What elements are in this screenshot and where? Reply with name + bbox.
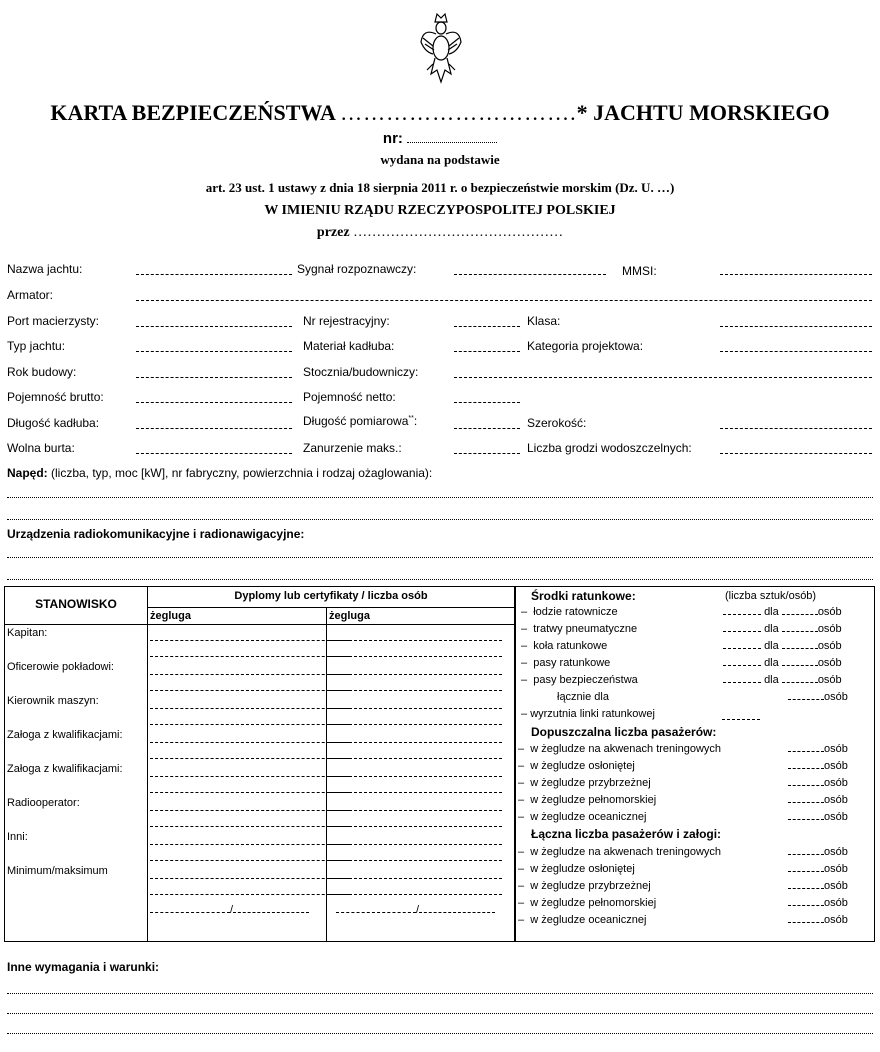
- row-chief-engineer: Kierownik maszyn:: [7, 695, 99, 707]
- class-field[interactable]: [720, 326, 872, 327]
- document-title: KARTA BEZPIECZEŃSTWA ………………………….* JACHTU MORSKIEGO: [50, 100, 830, 125]
- diplomas-header: Dyplomy lub certyfikaty / liczba osób: [234, 590, 428, 602]
- crew-fill-line[interactable]: [150, 894, 350, 895]
- passengers-zone-qty[interactable]: osób: [788, 760, 848, 772]
- design-category-label: Kategoria projektowa:: [527, 339, 644, 353]
- lifesaving-item: – koła ratunkowe: [521, 640, 608, 652]
- crew-fill-line[interactable]: [150, 742, 350, 743]
- crew-fill-line[interactable]: [150, 792, 350, 793]
- hull-length-label: Długość kadłuba:: [7, 416, 100, 430]
- crew-fill-line[interactable]: [329, 878, 502, 879]
- net-tonnage-label: Pojemność netto:: [303, 390, 396, 404]
- crew-fill-line[interactable]: [150, 640, 350, 641]
- build-year-label: Rok budowy:: [7, 365, 77, 379]
- max-draft-label: Zanurzenie maks.:: [303, 441, 402, 455]
- crew-fill-line[interactable]: [150, 656, 350, 657]
- lifesaving-item: – pasy ratunkowe: [521, 657, 611, 669]
- home-port-field[interactable]: [136, 326, 292, 327]
- row-qualified-crew: Załoga z kwalifikacjami:: [7, 729, 123, 741]
- crew-fill-line[interactable]: [150, 878, 350, 879]
- crew-fill-line[interactable]: [329, 844, 502, 845]
- crew-fill-line[interactable]: [150, 826, 350, 827]
- other-line-2[interactable]: [7, 1013, 873, 1014]
- home-port-label: Port macierzysty:: [7, 314, 100, 328]
- total-for-label: łącznie dla: [557, 691, 609, 703]
- build-year-field[interactable]: [136, 377, 292, 378]
- lifesaving-item-qty[interactable]: dla osób: [723, 640, 842, 652]
- issued-basis: wydana na podstawie: [380, 152, 500, 167]
- total-zone-qty[interactable]: osób: [788, 880, 848, 892]
- qty-note: (liczba sztuk/osób): [725, 590, 817, 602]
- freeboard-field[interactable]: [136, 453, 292, 454]
- lifesaving-item: – łodzie ratownicze: [521, 606, 618, 618]
- total-for-value[interactable]: osób: [788, 691, 848, 703]
- yacht-name-field[interactable]: [136, 274, 292, 275]
- bulkheads-label: Liczba grodzi wodoszczelnych:: [527, 441, 692, 455]
- authority: W IMIENIU RZĄDU RZECZYPOSPOLITEJ POLSKIEJ: [264, 203, 616, 218]
- crew-fill-line[interactable]: [150, 844, 350, 845]
- total-zone: – w żegludze na akwenach treningowych: [518, 846, 722, 858]
- total-zone: – w żegludze osłoniętej: [518, 863, 635, 875]
- other-requirements-label: Inne wymagania i warunki:: [7, 960, 160, 974]
- crew-fill-line[interactable]: [329, 640, 502, 641]
- bulkheads-field[interactable]: [720, 453, 872, 454]
- design-category-field[interactable]: [720, 351, 872, 352]
- owner-label: Armator:: [7, 288, 54, 302]
- passengers-zone-qty[interactable]: osób: [788, 777, 848, 789]
- crew-fill-line[interactable]: [329, 708, 502, 709]
- net-tonnage-field[interactable]: [454, 402, 520, 403]
- class-label: Klasa:: [527, 314, 561, 328]
- crew-fill-line[interactable]: [329, 724, 502, 725]
- crew-fill-line[interactable]: [150, 758, 350, 759]
- crew-fill-line[interactable]: [329, 860, 502, 861]
- shipyard-label: Stocznia/budowniczy:: [303, 365, 419, 379]
- propulsion-line-1[interactable]: [7, 497, 873, 498]
- hull-material-field[interactable]: [454, 351, 520, 352]
- beam-field[interactable]: [720, 428, 872, 429]
- crew-fill-line[interactable]: [329, 792, 502, 793]
- measured-length-label: Długość pomiarowa**:: [303, 414, 418, 428]
- row-min-max: Minimum/maksimum: [7, 865, 108, 877]
- passengers-zone-qty[interactable]: osób: [788, 743, 848, 755]
- hull-material-label: Materiał kadłuba:: [303, 339, 395, 353]
- yacht-type-field[interactable]: [136, 351, 292, 352]
- total-zone-qty[interactable]: osób: [788, 863, 848, 875]
- crew-fill-line[interactable]: [150, 810, 350, 811]
- crew-fill-line[interactable]: [150, 674, 350, 675]
- crew-fill-line[interactable]: [150, 860, 350, 861]
- passengers-zone-qty[interactable]: osób: [788, 811, 848, 823]
- lifesaving-title: Środki ratunkowe:: [531, 589, 636, 603]
- crew-table-header-line: [147, 607, 514, 608]
- line-thrower-underline[interactable]: [722, 719, 760, 720]
- cert-number: nr:: [0, 130, 880, 147]
- passengers-title: Dopuszczalna liczba pasażerów:: [531, 725, 717, 739]
- crew-fill-line[interactable]: [150, 690, 350, 691]
- lifesaving-item-qty[interactable]: dla osób: [723, 657, 842, 669]
- line-thrower-label: – wyrzutnia linki ratunkowej: [521, 708, 655, 720]
- min-max-col1[interactable]: /: [150, 904, 322, 916]
- passengers-zone: – w żegludze pełnomorskiej: [518, 794, 657, 806]
- shipyard-field[interactable]: [454, 377, 872, 378]
- call-sign-label: Sygnał rozpoznawczy:: [297, 262, 417, 276]
- row-captain: Kapitan:: [7, 627, 48, 639]
- crew-fill-line[interactable]: [150, 708, 350, 709]
- gross-tonnage-field[interactable]: [136, 402, 292, 403]
- passengers-zone: – w żegludze na akwenach treningowych: [518, 743, 722, 755]
- col2-header: żegluga: [329, 610, 370, 622]
- crew-fill-line[interactable]: [329, 656, 502, 657]
- passengers-zone: – w żegludze osłoniętej: [518, 760, 635, 772]
- hull-length-field[interactable]: [136, 428, 292, 429]
- row-radio-operator: Radiooperator:: [7, 797, 80, 809]
- crew-fill-line[interactable]: [329, 776, 502, 777]
- crew-table-divider-2: [326, 607, 327, 941]
- measured-length-field[interactable]: [454, 428, 520, 429]
- crew-table-subheader-line: [4, 624, 514, 625]
- call-sign-field[interactable]: [454, 274, 606, 275]
- crew-fill-line[interactable]: [329, 894, 502, 895]
- passengers-zone: – w żegludze przybrzeżnej: [518, 777, 651, 789]
- row-qualified-crew-2: Załoga z kwalifikacjami:: [7, 763, 123, 775]
- crew-fill-line[interactable]: [329, 742, 502, 743]
- mmsi-field[interactable]: [720, 274, 872, 275]
- total-zone: – w żegludze przybrzeżnej: [518, 880, 651, 892]
- crew-fill-line[interactable]: [329, 758, 502, 759]
- issued-by: przez ………………………………………: [316, 225, 564, 240]
- lifesaving-item-qty[interactable]: dla osób: [723, 623, 842, 635]
- legal-basis: art. 23 ust. 1 ustawy z dnia 18 sierpnia 2011 r. o bezpieczeństwie morskim (Dz. U. …): [205, 180, 675, 195]
- total-zone: – w żegludze oceanicznej: [518, 914, 647, 926]
- total-zone-qty[interactable]: osób: [788, 897, 848, 909]
- reg-no-label: Nr rejestracyjny:: [303, 314, 390, 328]
- max-draft-field[interactable]: [454, 453, 520, 454]
- beam-label: Szerokość:: [527, 416, 587, 430]
- gross-tonnage-label: Pojemność brutto:: [7, 390, 104, 404]
- row-deck-officers: Oficerowie pokładowi:: [7, 661, 114, 673]
- yacht-name-label: Nazwa jachtu:: [7, 262, 83, 276]
- radio-label: Urządzenia radiokomunikacyjne i radionawigacyjne:: [7, 527, 305, 541]
- lifesaving-item: – pasy bezpieczeństwa: [521, 674, 638, 686]
- propulsion-line-2[interactable]: [7, 519, 873, 520]
- lifesaving-item: – tratwy pneumatyczne: [521, 623, 638, 635]
- total-zone-qty[interactable]: osób: [788, 914, 848, 926]
- reg-no-field[interactable]: [454, 326, 520, 327]
- yacht-type-label: Typ jachtu:: [7, 339, 66, 353]
- crew-fill-line[interactable]: [329, 690, 502, 691]
- total-title: Łączna liczba pasażerów i załogi:: [531, 827, 722, 841]
- crew-fill-line[interactable]: [150, 724, 350, 725]
- crew-fill-line[interactable]: [329, 810, 502, 811]
- passengers-zone: – w żegludze oceanicznej: [518, 811, 647, 823]
- owner-field[interactable]: [136, 300, 872, 301]
- lifesaving-item-qty[interactable]: dla osób: [723, 606, 842, 618]
- other-line-3[interactable]: [7, 1033, 873, 1034]
- lifesaving-item-qty[interactable]: dla osób: [723, 674, 842, 686]
- total-zone: – w żegludze pełnomorskiej: [518, 897, 657, 909]
- row-others: Inni:: [7, 831, 28, 843]
- col1-header: żegluga: [150, 610, 191, 622]
- mmsi-label: MMSI:: [622, 264, 657, 278]
- radio-line-1[interactable]: [7, 557, 873, 558]
- crew-fill-line[interactable]: [150, 776, 350, 777]
- total-zone-qty[interactable]: osób: [788, 846, 848, 858]
- crew-fill-line[interactable]: [329, 826, 502, 827]
- polish-eagle-emblem: [419, 8, 463, 88]
- other-line-1[interactable]: [7, 993, 873, 994]
- passengers-zone-qty[interactable]: osób: [788, 794, 848, 806]
- min-max-col2[interactable]: /: [336, 904, 506, 916]
- position-header: STANOWISKO: [35, 597, 117, 611]
- radio-line-2[interactable]: [7, 579, 873, 580]
- crew-table-divider: [147, 586, 148, 941]
- crew-fill-line[interactable]: [329, 674, 502, 675]
- freeboard-label: Wolna burta:: [7, 441, 75, 455]
- propulsion-label: Napęd: (liczba, typ, moc [kW], nr fabryczny, powierzchnia i rodzaj ożaglowania):: [7, 466, 433, 480]
